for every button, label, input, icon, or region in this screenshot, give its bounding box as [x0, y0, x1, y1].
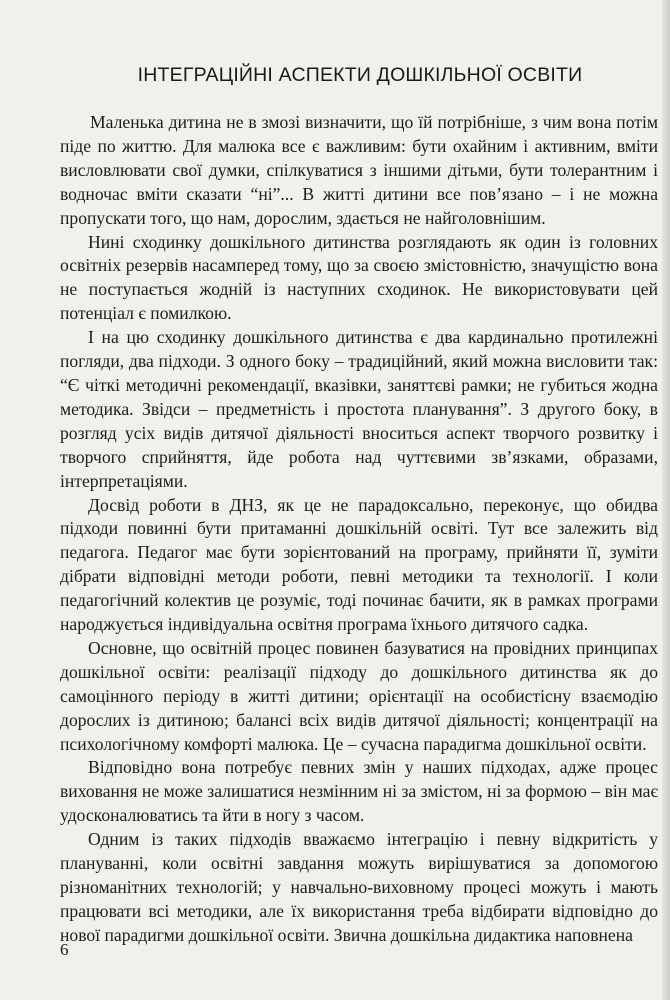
paragraph: Відповідно вона потребує певних змін у наших підходах, адже процес виховання не може залишатися незмінним ні за змістом, ні за формою – він має удосконалюватись та йти в ногу з часом.: [60, 757, 658, 826]
page-edge: [662, 0, 670, 1000]
paragraph: Досвід роботи в ДНЗ, як це не парадоксально, переконує, що обидва підходи повинні бути притаманні дошкільній освіті. Тут все залежить від педагога. Педагог має бути зорієнтований на програму, прийняти її, зуміти дібрати відповідні методи роботи, певні методики та технології. І коли педагогічний колектив це розуміє, тоді починає бачити, як в рамках програми народжується індивідуальна освітня програма їхнього дитячого садка.: [60, 494, 658, 635]
page-number: 6: [60, 940, 69, 959]
paragraph: Нині сходинку дошкільного дитинства розглядають як один із головних освітніх резервів насамперед тому, що за своєю змістовністю, значущістю вона не поступається жодній із наступних сходинок. Не використовувати цей потенціал є помилкою.: [60, 231, 658, 324]
body-text: [60, 111, 658, 948]
paragraph: Маленька дитина не в змозі визначити, що їй потрібніше, з чим вона потім піде по життю. Для малюка все є важливим: бути охайним і активним, вміти висловлювати свої думки, спілкуватися з іншими дітьми, бути толерантним і водночас вміти сказати “ні”... В житті дитини все пов’язано – і не можна пропускати того, що нам, дорослим, здається не найголовнішим.: [60, 112, 658, 228]
paragraph: І на цю сходинку дошкільного дитинства є два кардинально протилежні погляди, два підходи. З одного боку – традиційний, який можна висловити так: “Є чіткі методичні рекомендації, вказівки, заняттєві рамки; не губиться жодна методика. Звідси – предметність і простота планування”. З другого боку, в розгляд усіх видів дитячої діяльності вноситься аспект творчого розвитку і творчого сприйняття, йде робота над чуттєвими зв’язками, образами, інтерпретаціями.: [60, 327, 658, 491]
paragraph: Одним із таких підходів вважаємо інтеграцію і певну відкритість у плануванні, коли освітні завдання можуть вирішуватися за допомогою різноманітних технологій; у навчально-виховному процесі можуть і мають працювати всі методики, але їх використання треба відбирати відповідно до нової парадигми дошкільної освіти. Звична дошкільна дидактика наповнена: [60, 829, 658, 945]
chapter-title: ІНТЕГРАЦІЙНІ АСПЕКТИ ДОШКІЛЬНОЇ ОСВІТИ: [137, 64, 583, 86]
paragraph: Основне, що освітній процес повинен базуватися на провідних принципах дошкільної освіти: реалізації підходу до дошкільного дитинства як до самоцінного періоду в житті дитини; орієнтації на особистісну взаємодію дорослих із дитиною; балансі всіх видів дитячої діяльності; концентрації на психологічному комфорті малюка. Це – сучасна парадигма дошкільної освіти.: [60, 637, 658, 754]
